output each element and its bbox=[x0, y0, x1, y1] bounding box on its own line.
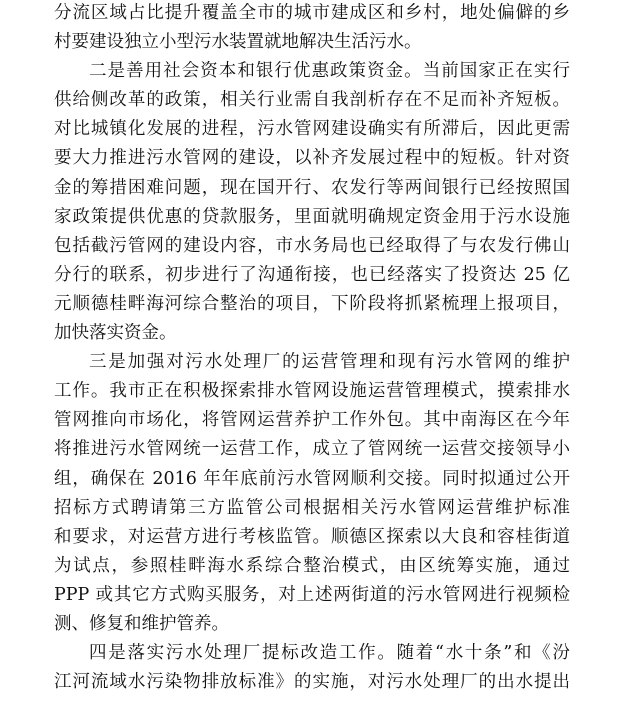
text-line: 家政策提供优惠的贷款服务，里面就明确规定资金用于污水设施 bbox=[54, 206, 570, 227]
paragraph-treatment-upgrade bbox=[54, 639, 570, 697]
text-line: 组，确保在 2016 年年底前污水管网顺利交接。同时拟通过公开 bbox=[54, 468, 570, 489]
text-line: 三是加强对污水处理厂的运营管理和现有污水管网的维护 bbox=[89, 352, 570, 373]
text-line: 村要建设独立小型污水装置就地解决生活污水。 bbox=[54, 32, 422, 53]
text-line: 江河流域水污染物排放标准》的实施，对污水处理厂的出水提出 bbox=[54, 672, 570, 693]
text-line: 二是善用社会资本和银行优惠政策资金。当前国家正在实行 bbox=[89, 61, 570, 82]
text-line: 分行的联系，初步进行了沟通衔接，也已经落实了投资达 25 亿 bbox=[54, 264, 570, 285]
text-line: 和要求，对运营方进行考核监管。顺德区探索以大良和容桂街道 bbox=[54, 526, 570, 547]
text-line: 加快落实资金。 bbox=[54, 323, 177, 344]
text-line: 将推进污水管网统一运营工作，成立了管网统一运营交接领导小 bbox=[54, 439, 570, 460]
text-line: 招标方式聘请第三方监管公司根据相关污水管网运营维护标准 bbox=[54, 497, 570, 518]
text-line: 包括截污管网的建设内容，市水务局也已经取得了与农发行佛山 bbox=[54, 235, 570, 256]
text-line: 为试点，参照桂畔海水系综合整治模式，由区统筹实施，通过 bbox=[54, 555, 570, 576]
text-line: 对比城镇化发展的进程，污水管网建设确实有所滞后，因此更需 bbox=[54, 119, 570, 140]
text-line: 供给侧改革的政策，相关行业需自我剖析存在不足而补齐短板。 bbox=[54, 90, 570, 111]
text-line: 要大力推进污水管网的建设，以补齐发展过程中的短板。针对资 bbox=[54, 148, 570, 169]
paragraph-social-capital bbox=[54, 57, 570, 348]
text-line: 元顺德桂畔海河综合整治的项目，下阶段将抓紧梳理上报项目， bbox=[54, 293, 570, 314]
text-line: 金的筹措困难问题，现在国开行、农发行等两间银行已经按照国 bbox=[54, 177, 570, 198]
paragraph-sewage-coverage bbox=[54, 0, 570, 57]
document-body bbox=[54, 0, 570, 697]
text-line: PPP 或其它方式购买服务，对上述两街道的污水管网进行视频检 bbox=[54, 584, 570, 605]
text-line: 工作。我市正在积极探索排水管网设施运营管理模式，摸索排水 bbox=[54, 381, 570, 402]
text-line: 测、修复和维护管养。 bbox=[54, 613, 229, 634]
text-line: 分流区域占比提升覆盖全市的城市建成区和乡村，地处偏僻的乡 bbox=[54, 3, 570, 23]
text-line: 四是落实污水处理厂提标改造工作。随着“水十条”和《汾 bbox=[89, 643, 570, 664]
text-line: 管网推向市场化，将管网运营养护工作外包。其中南海区在今年 bbox=[54, 410, 570, 431]
paragraph-operations-management bbox=[54, 348, 570, 639]
